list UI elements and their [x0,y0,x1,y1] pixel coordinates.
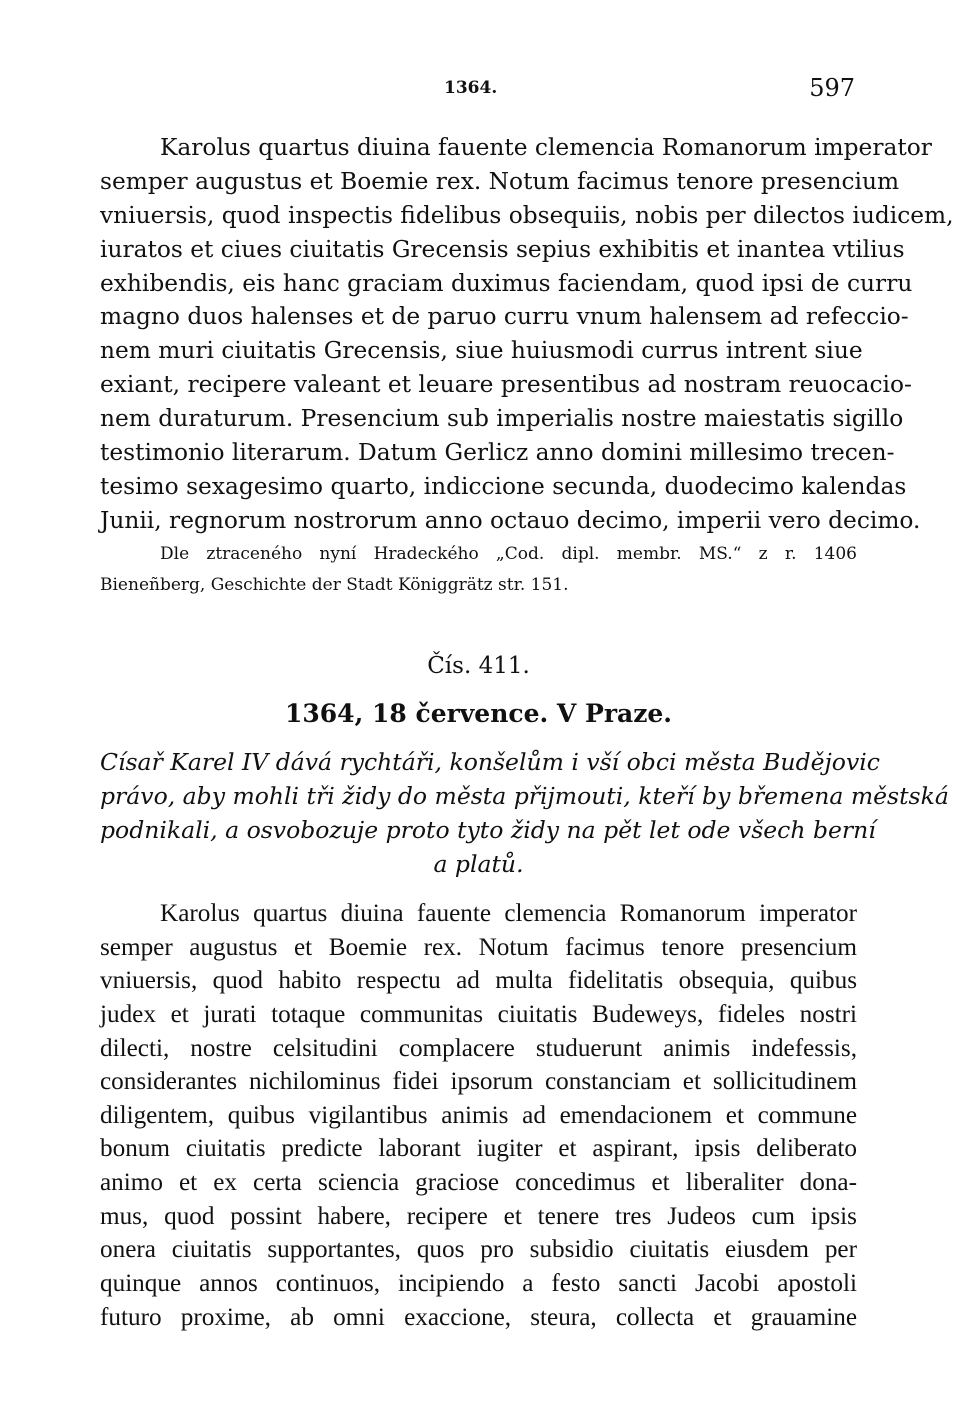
text-line: dilecti, nostre celsitudini complacere studuerunt animis indefessis, [100,1034,857,1062]
text-line: considerantes nichilominus fidei ipsorum constanciam et sollicitudinem [100,1068,857,1096]
text-line: testimonio literarum. Datum Gerlicz anno domini millesimo trecen- [100,439,895,467]
text-line: magno duos halenses et de paruo curru vnum halensem ad refeccio- [100,303,909,331]
text-line: futuro proxime, ab omni exaccione, steura, collecta et grauamine [100,1303,857,1331]
summary-line: a platů. [433,850,524,878]
document-date: 1364, 18 července. V Praze. [285,699,672,728]
text-line: semper augustus et Boemie rex. Notum facimus tenore presencium [100,933,857,961]
header-year: 1364. [444,78,498,98]
text-line: nem muri ciuitatis Grecensis, siue huiusmodi currus intrent siue [100,337,863,365]
summary-line: právo, aby mohli tři židy do města přijmouti, kteří by břemena městská [100,782,949,810]
page-header [100,74,855,104]
text-line: Karolus quartus diuina fauente clemencia Romanorum imperator [160,134,932,161]
source-note [100,539,857,601]
summary-line: podnikali, a osvobozuje proto tyto židy na pět let ode všech berní [100,816,876,844]
text-line: bonum ciuitatis predicte laborant iugiter et aspirant, ipsis deliberato [100,1135,857,1163]
text-line: Karolus quartus diuina fauente clemencia Romanorum imperator [160,900,857,927]
text-line: vniuersis, quod inspectis fidelibus obsequiis, nobis per dilectos iudicem, [100,201,954,229]
charter-text-1 [100,131,954,538]
text-line: vniuersis, quod habito respectu ad multa fidelitatis obsequia, quibus [100,967,857,995]
document-number: Čís. 411. [427,653,530,679]
text-line: semper augustus et Boemie rex. Notum facimus tenore presencium [100,167,900,195]
text-line: exhibendis, eis hanc graciam duximus faciendam, quod ipsi de curru [100,269,913,297]
text-line: judex et jurati totaque communitas ciuitatis Budeweys, fideles nostri [100,1000,857,1028]
text-line: animo et ex certa sciencia graciose concedimus et liberaliter dona- [100,1169,857,1197]
text-line: exiant, recipere valeant et leuare presentibus ad nostram reuocacio- [100,371,912,399]
text-line: Junii, regnorum nostrorum anno octauo decimo, imperii vero decimo. [100,506,921,534]
czech-summary [100,745,949,881]
text-line: iuratos et ciues ciuitatis Grecensis sepius exhibitis et inantea vtilius [100,235,905,263]
source-line: Dle ztraceného nyní Hradeckého „Cod. dipl. membr. MS.“ z r. 1406 [160,544,857,564]
text-line: diligentem, quibus vigilantibus animis ad emendacionem et commune [100,1101,857,1129]
source-line: Bieneñberg, Geschichte der Stadt Königgrätz str. 151. [100,575,569,595]
text-line: quinque annos continuos, incipiendo a festo sancti Jacobi apostoli [100,1270,857,1298]
text-line: mus, quod possint habere, recipere et tenere tres Judeos cum ipsis [100,1202,857,1230]
charter-text-2 [100,897,857,1334]
page-number: 597 [809,74,855,102]
text-line: onera ciuitatis supportantes, quos pro subsidio ciuitatis eiusdem per [100,1236,857,1264]
text-line: tesimo sexagesimo quarto, indiccione secunda, duodecimo kalendas [100,472,907,500]
summary-line: Císař Karel IV dává rychtáři, konšelům i vší obci města Budějovic [100,748,880,776]
text-line: nem duraturum. Presencium sub imperialis nostre maiestatis sigillo [100,405,904,433]
